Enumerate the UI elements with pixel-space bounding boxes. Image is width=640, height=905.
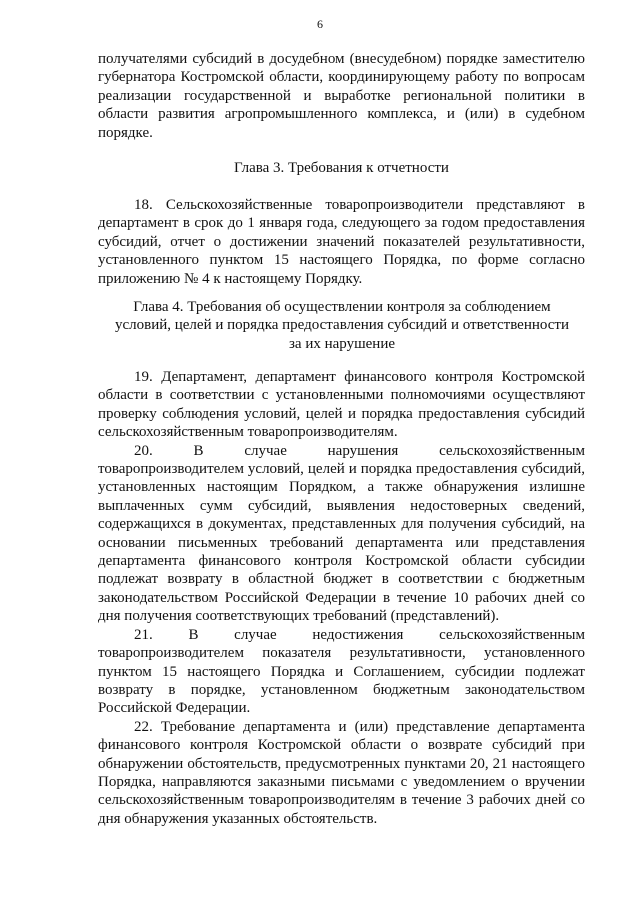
chapter-3-body [98,196,585,288]
paragraph-19: 19. Департамент, департамент финансового контроля Костромской области в соответствии с установленными полномочиями осуществляют проверку соблюдения условий, целей и порядка предоставления субсидий сельскохозяйственным товаропроизводителям. [98,369,585,441]
paragraph-20: 20. В случае нарушения сельскохозяйственным товаропроизводителем условий, целей и порядка предоставления субсидий, установленных настоящим Порядком, а также обнаружения излишне выплаченных сумм субсидий, выявления недостоверных сведений, содержащихся в документах, представленных для получения субсидий, на основании письменных требований департамента или представления департамента финансового контроля Костромской области субсидии подлежат возврату в областной бюджет в соответствии с бюджетным законодательством Российской Федерации в течение 10 рабочих дней со дня получения соответствующих требований (представлений). [98,442,585,625]
paragraph-18: 18. Сельскохозяйственные товаропроизводители представляют в департамент в срок до 1 января года, следующего за годом предоставления субсидий, отчет о достижении значений показателей результативности, установленного пунктом 15 настоящего Порядка, по форме согласно приложению № 4 к настоящему Порядку. [98,197,585,287]
paragraph-21: 21. В случае недостижения сельскохозяйственным товаропроизводителем показателя результативности, установленного пунктом 15 настоящего Порядка и Соглашением, субсидии подлежат возврату в порядке, установленном бюджетным законодательством Российской Федерации. [98,626,585,717]
chapter-4-body [98,368,585,828]
text-block-continuation [98,50,585,142]
chapter-3-heading: Глава 3. Требования к отчетности [234,160,449,176]
paragraph-continuation: получателями субсидий в досудебном (внесудебном) порядке заместителю губернатора Костромской области, координирующему работу по вопросам реализации государственной и выработке региональной политики в области развития агропромышленного комплекса, и (или) в судебном порядке. [98,51,585,141]
chapter-4-section [108,298,576,353]
page-number: 6 [317,17,323,31]
chapter-3-section [98,159,585,177]
paragraph-22: 22. Требование департамента и (или) представление департамента финансового контроля Костромской области о возврате субсидий при обнаружении обстоятельств, предусмотренных пунктами 20, 21 настоящего Порядка, направляются заказными письмами с уведомлением о вручении сельскохозяйственным товаропроизводителям в течение 3 рабочих дней со дня обнаружения указанных обстоятельств. [98,718,585,827]
chapter-4-heading: Глава 4. Требования об осуществлении контроля за соблюдением условий, целей и порядка предоставления субсидий и ответственности за их нарушение [114,299,570,352]
